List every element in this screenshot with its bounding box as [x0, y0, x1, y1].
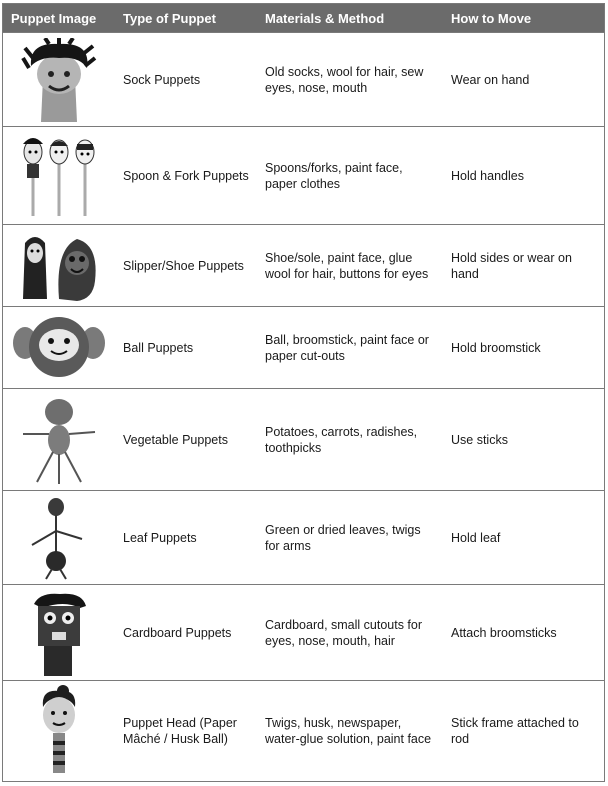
leaf-puppet-icon — [3, 491, 115, 584]
puppet-type: Puppet Head (Paper Mâché / Husk Ball) — [123, 716, 237, 746]
vegetable-puppet-icon — [3, 389, 115, 490]
header-how-to-move: How to Move — [451, 10, 532, 26]
table-row — [3, 584, 604, 680]
puppet-materials: Shoe/sole, paint face, glue wool for hair, buttons for eyes — [265, 250, 429, 281]
table-row — [3, 490, 604, 584]
sock-puppet-icon — [3, 33, 115, 126]
table-row — [3, 32, 604, 126]
paper-mache-head-icon — [3, 681, 115, 781]
table-header — [3, 4, 604, 32]
ball-puppet-icon — [3, 307, 115, 388]
puppet-materials: Green or dried leaves, twigs for arms — [265, 522, 421, 553]
puppet-table — [2, 3, 605, 782]
puppet-materials: Old socks, wool for hair, sew eyes, nose, mouth — [265, 64, 424, 95]
puppet-type: Sock Puppets — [123, 72, 201, 87]
header-type: Type of Puppet — [123, 10, 216, 26]
table-row — [3, 126, 604, 224]
puppet-move: Hold handles — [451, 168, 524, 183]
puppet-move: Hold leaf — [451, 530, 501, 545]
puppet-move: Wear on hand — [451, 72, 530, 87]
header-puppet-image: Puppet Image — [11, 10, 97, 26]
puppet-move: Hold sides or wear on hand — [451, 250, 572, 281]
cardboard-puppet-icon — [3, 585, 115, 680]
table-row — [3, 388, 604, 490]
table-row — [3, 306, 604, 388]
spoon-fork-puppet-icon — [3, 127, 115, 224]
puppet-materials: Potatoes, carrots, radishes, toothpicks — [265, 424, 418, 455]
puppet-type: Ball Puppets — [123, 340, 194, 355]
slipper-puppet-icon — [3, 225, 115, 306]
puppet-move: Stick frame attached to rod — [451, 716, 579, 746]
puppet-type: Spoon & Fork Puppets — [123, 168, 249, 183]
puppet-type: Leaf Puppets — [123, 530, 197, 545]
table-row — [3, 224, 604, 306]
table-row — [3, 680, 604, 781]
puppet-type: Cardboard Puppets — [123, 625, 232, 640]
puppet-move: Hold broomstick — [451, 340, 541, 355]
puppet-type: Slipper/Shoe Puppets — [123, 258, 244, 273]
header-materials: Materials & Method — [265, 10, 385, 26]
puppet-move: Attach broomsticks — [451, 625, 557, 640]
puppet-materials: Cardboard, small cutouts for eyes, nose, mouth, hair — [265, 617, 423, 648]
puppet-materials: Spoons/forks, paint face, paper clothes — [265, 160, 403, 191]
puppet-move: Use sticks — [451, 432, 508, 447]
puppet-type: Vegetable Puppets — [123, 432, 228, 447]
puppet-materials: Twigs, husk, newspaper, water-glue solution, paint face — [265, 716, 432, 746]
puppet-materials: Ball, broomstick, paint face or paper cut-outs — [265, 332, 429, 363]
